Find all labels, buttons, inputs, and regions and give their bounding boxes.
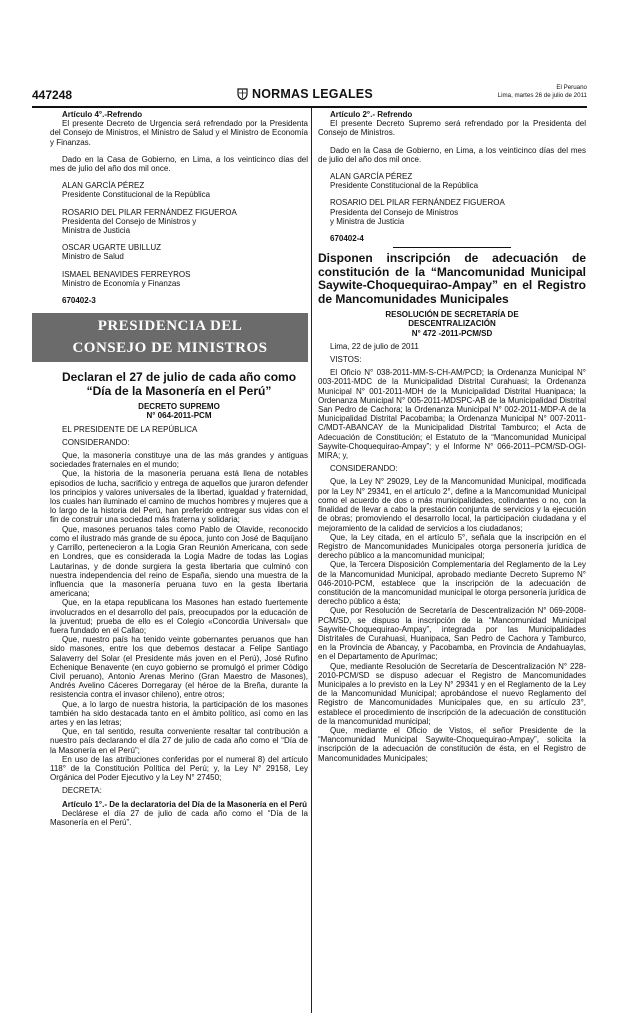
body-paragraph: Que, nuestro país ha tenido veinte gobernantes peruanos que han sido masones, entre los que debemos destacar a Felipe Santiago Salaverry del Solar (el Presidente más joven en el Perú), José Rufino Echenique Benavente (en cuyo gobierno se promulgó el primer Código Civil peruano), Antonio Arenas Merino (Gran Maestro de Masones), Andrés Avelino Cáceres Dorregaray (el héroe de la Breña, durante la resistencia contra el invasor chileno), entre otros; [50, 635, 308, 700]
signature-name: ROSARIO DEL PILAR FERNÁNDEZ FIGUEROA [330, 198, 505, 208]
body-paragraph: Que, la masonería constituye una de las más grandes y antiguas sociedades fraternales en el mundo; [50, 451, 308, 470]
president-heading: EL PRESIDENTE DE LA REPÚBLICA [62, 424, 198, 434]
publication-date: Lima, martes 26 de julio de 2011 [497, 92, 587, 99]
resolution-title: DESCENTRALIZACIÓN [408, 319, 496, 329]
signature-name: OSCAR UGARTE UBILLUZ [62, 243, 161, 253]
body-paragraph: Que, mediante Resolución de Secretaría de Descentralización N° 228-2010-PCM/SD se dispuso adecuar el Registro de Mancomunidades Municipales a lo previsto en la Ley N° 29341 y en el Reglamento de la Ley de la Mancomunidad Municipal; aprobándose el nuevo Reglamento del Registro de Mancomunidades Municipales que, en su artículo 23°, establece el procedimiento de inscripción de la adecuación de constitución de la mancomunidad municipal; [318, 661, 586, 726]
publication-info [498, 84, 587, 100]
signature-role: Presidenta del Consejo de Ministros y [62, 216, 197, 226]
vistos-heading: VISTOS: [330, 355, 362, 365]
body-paragraph: En uso de las atribuciones conferidas por el numeral 8) del artículo 118° de la Constitución Política del Perú; y, la Ley N° 29158, Ley Orgánica del Poder Ejecutivo y la Ley N° 27450; [50, 754, 308, 783]
signature-role: Presidente Constitucional de la República [62, 190, 211, 200]
section-banner [32, 313, 308, 362]
body-paragraph: Que, por Resolución de Secretaría de Descentralización N° 069-2008-PCM/SD, se dispuso la inscripción de la “Mancomunidad Municipal Saywite-Choquequirao-Ampay”, integrada por las Municipalidades Distritales de Curahuasi, Huanipaca, San Pedro de Cachora y Tamburco, en la Provincia de Abancay, y Pacobamba, en Provincia de Andahuaylas, en el Departamento de Apurímac; [318, 606, 586, 662]
banner-line: CONSEJO DE MINISTROS [72, 340, 268, 357]
article-2-title: Artículo 2°.- Refrendo [330, 110, 413, 119]
article-1-text: Declárese el día 27 de julio de cada año como el “Día de la Masonería en el Perú”. [50, 808, 308, 827]
article-2-text: El presente Decreto Supremo será refrendado por la Presidenta del Consejo de Ministros. [318, 119, 586, 138]
body-paragraph: El Oficio N° 038-2011-MM-S-CH-AM/PCD; la Ordenanza Municipal N° 003-2011-MDC de la Municipalidad Distrital Curahuasi; la Ordenanza Municipal N° 001-2011-MDH de la Municipalidad Distrital Huanipaca; la Ordenanza Municipal N° 005-2011-MDSPC-AB de la Municipalidad Distrital San Pedro de Cachora; la Ordenanza Municipal N° 002-2011-MDP-A de la Municipalidad Distrital Pacobamba; la Ordenanza Municipal N° 007-2011-C/MDT-ABANCAY de la Municipalidad Distrital Tamburco; el Acta de Adecuación de Constitución; el Estatuto de la “Mancomunidad Municipal Saywite-Choquequirao-Ampay”; y el Informe N° 066-2011–PCM/SD-OGI-MIRA; y, [318, 368, 586, 461]
body-paragraph: Que, masones peruanos tales como Pablo de Olavide, reconocido como el ilustrado más grande de su época, junto con José de Baquíjano y Carrillo, pertenecieron a la Logia Gran Reunión Americana, con sede en Londres, que es considerada la Logia Madre de todas las Logias Lautarinas, y de donde surgiera la gesta libertaria que culminó con nuestra independencia del reino de España, siendo una muestra de la influencia que la masonería peruana tuvo en la gesta libertaria americana; [50, 524, 308, 599]
page-number: 447248 [32, 88, 73, 102]
article-4-text: El presente Decreto de Urgencia será refrendado por la Presidenta del Consejo de Ministros, el Ministro de Salud y el Ministro de Economía y Finanzas. [50, 119, 308, 147]
decree-number: N° 064-2011-PCM [146, 411, 212, 421]
coat-of-arms-icon [237, 88, 248, 100]
signature-role: Ministro de Economía y Finanzas [62, 278, 181, 288]
decree-title: DECRETO SUPREMO [138, 402, 220, 412]
considerando-heading: CONSIDERANDO: [62, 437, 130, 447]
signature-role: Presidenta del Consejo de Ministros [330, 207, 459, 217]
body-paragraph: Que, en tal sentido, resulta conveniente resaltar tal contribución a nuestro país declarando el día 27 de julio de cada año como el “Día de la Masonería en el Perú”; [50, 727, 308, 755]
body-paragraph: Que, la Ley N° 29029, Ley de la Mancomunidad Municipal, modificada por la Ley N° 29341, en el artículo 2°, define a la Mancomunidad Municipal como el acuerdo de dos o más municipalidades, colindantes o no, con la finalidad de llevar a cabo la prestación conjunta de servicios y la ejecución de obras; promoviendo el desarrollo local, la participación ciudadana y el mejoramiento de la calidad de servicios a los ciudadanos; [318, 477, 586, 533]
decreta-heading: DECRETA: [62, 786, 102, 796]
dado-text: Dado en la Casa de Gobierno, en Lima, a los veinticinco días del mes de julio del año dos mil once. [318, 145, 586, 164]
resolution-number: N° 472 -2011-PCM/SD [411, 328, 493, 338]
publication-section-title [237, 87, 373, 101]
signature-name: ALAN GARCÍA PÉREZ [62, 181, 145, 191]
banner-line: PRESIDENCIA DEL [97, 318, 243, 335]
body-paragraph: Que, la Ley citada, en el artículo 5°, señala que la inscripción en el Registro de Mancomunidades Municipales otorga personería jurídica de derecho público a la mancomunidad municipal; [318, 532, 586, 561]
body-paragraph: Que, mediante el Oficio de Vistos, el señor Presidente de la “Mancomunidad Municipal Saywite-Choquequirao-Ampay”, solicita la inscripción de la adecuación de constitución de ésta, en el Registro de Mancomunidades Municipales; [318, 725, 586, 763]
dado-text: Dado en la Casa de Gobierno, en Lima, a los veinticinco días del mes de julio del año dos mil once. [50, 154, 308, 174]
body-paragraph: Que, a lo largo de nuestra historia, la participación de los masones también ha sido destacada tanto en el ámbito político, así como en las artes y en las letras; [50, 699, 308, 727]
column-divider [311, 108, 312, 1013]
article-4-title: Artículo 4°.-Refrendo [62, 110, 143, 119]
resolution-title: RESOLUCIÓN DE SECRETARÍA DE [385, 310, 519, 320]
body-paragraph: Que, la Tercera Disposición Complementaria del Reglamento de la Ley de la Mancomunidad Municipal, aprobado mediante Decreto Supremo N° 046-2010-PCM, establece que la inscripción de la adecuación de constitución de la mancomunidad municipal le otorga personería jurídica de derecho público a ésta; [318, 560, 586, 607]
resolution-date: Lima, 22 de julio de 2011 [330, 341, 419, 351]
section-title-text: NORMAS LEGALES [252, 87, 373, 101]
signature-name: ALAN GARCÍA PÉREZ [330, 172, 413, 182]
document-code: 670402-3 [62, 296, 96, 306]
right-column [318, 110, 586, 763]
signature-role: Presidente Constitucional de la República [330, 181, 479, 191]
article-headline: Declaran el 27 de julio de cada año como “Día de la Masonería en el Perú” [61, 370, 297, 399]
body-paragraph: Que, en la etapa republicana los Masones han estado fuertemente involucrados en el desarrollo del país, preocupados por la educación de la juventud; prueba de ello es el Colegio «Concordia Universal» que fuera fundado en el Callao; [50, 598, 308, 635]
signature-role: Ministro de Salud [62, 252, 124, 262]
signature-role: Ministra de Justicia [62, 226, 131, 236]
body-paragraph: Que, la historia de la masonería peruana está llena de notables episodios de lucha, sacrificio y entrega de aquellos que juraron defender los principios y valores universales de la libertad, igualdad y fraternidad, los cuales han iluminado el camino de muchos hombres y mujeres que a lo largo de la historia del Perú, han preferido entregar sus vidas con el fin de construir una sociedad más fraterna y solidaria; [50, 469, 308, 525]
article-1-title: Artículo 1°.- De la declaratoria del Día de la Masonería en el Perú [62, 799, 308, 809]
publication-name: El Peruano [556, 84, 587, 91]
article-headline: Disponen inscripción de adecuación de constitución de la “Mancomunidad Municipal Saywite-Choquequirao-Ampay” en el Registro de Mancomunidades Municipales [318, 251, 586, 306]
signature-name: ISMAEL BENAVIDES FERREYROS [62, 269, 191, 279]
document-code: 670402-4 [330, 234, 364, 244]
header-rule [32, 106, 587, 108]
page-header [32, 84, 587, 106]
signature-name: ROSARIO DEL PILAR FERNÁNDEZ FIGUEROA [62, 207, 237, 217]
signature-role: y Ministra de Justicia [330, 216, 405, 226]
left-column [50, 110, 308, 827]
considerando-heading: CONSIDERANDO: [330, 464, 398, 474]
